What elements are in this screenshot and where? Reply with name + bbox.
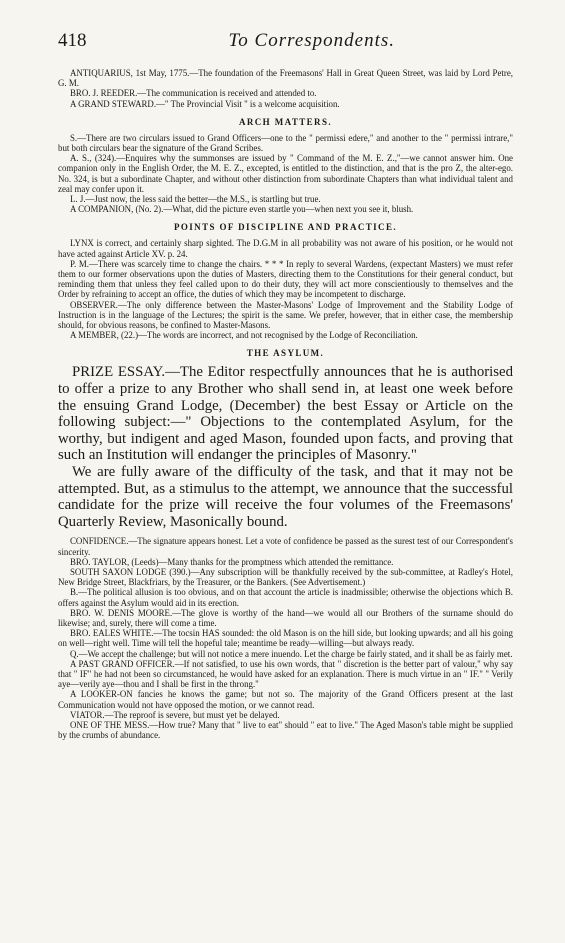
heading-arch-matters: ARCH MATTERS. [238, 116, 333, 127]
note-l-j: L. J.—Just now, the less said the better—the M.S., is startling but true. [70, 194, 321, 205]
section-final-notes [58, 536, 513, 740]
note-a-member: A MEMBER, (22.)—The words are incorrect, and not recognised by the Lodge of Reconciliation. [70, 330, 418, 341]
note-b: B.—The political allusion is too obvious, and on that account the article is inadmissible; otherwise the objections which B. offers against the Asylum would aid in its erection. [58, 587, 513, 608]
heading-discipline-practice: POINTS OF DISCIPLINE AND PRACTICE. [173, 222, 398, 233]
note-bro-taylor: BRO. TAYLOR, (Leeds)—Many thanks for the promptness which attended the remittance. [70, 556, 394, 567]
prize-essay-paragraph: PRIZE ESSAY.—The Editor respectfully announces that he is authorised to offer a prize to any Brother who shall send in, at least one week before the ensuing Grand Lodge, (December) the best Essay or Article on the following subject:—" Objections to the contemplated Asylum, for the worthy, but indigent and aged Mason, founded upon facts, and proving that such an Institution will endanger the principles of Masonry." [58, 364, 513, 464]
section-general-notes [58, 68, 513, 109]
note-a-companion: A COMPANION, (No. 2).—What, did the picture even startle you—when next you see it, blush. [70, 204, 414, 215]
section-arch-matters [58, 133, 513, 215]
note-s: S.—There are two circulars issued to Grand Officers—one to the " permissi edere," and another to the " permissi intrare," but both circulars bear the signature of the Grand Scribes. [58, 132, 513, 154]
note-p-m: P. M.—There was scarcely time to change the chairs. * * * In reply to several Wardens, (expectant Masters) we must refer them to our former observations upon the duties of Masters, directing them to the Constitutions for their general conduct, but reminding them that unless they feel called upon to do their duty, they will act more conscientiously to themselves and the Order by refraining to accept an office, the duties of which they may be incompetent to discharge. [58, 258, 513, 300]
note-antiquarius: ANTIQUARIUS, 1st May, 1775.—The foundation of the Freemasons' Hall in Great Queen Street, was laid by Lord Petre, G. M. [58, 68, 513, 89]
note-bro-reeder: BRO. J. REEDER.—The communication is received and attended to. [70, 88, 317, 99]
note-bro-eales-white: BRO. EALES WHITE.—The tocsin HAS sounded: the old Mason is on the hill side, but looking upwards; and all his going on well—right well. Time will tell the hopeful tale; meantime be ready—willing—but always ready. [58, 628, 513, 649]
page-number: 418 [58, 30, 87, 51]
section-asylum [58, 364, 513, 530]
note-lynx: LYNX is correct, and certainly sharp sighted. The D.G.M in all probability was not aware of his position, or he would not have acted against Article XV. p. 24. [58, 238, 513, 259]
note-one-of-the-mess: ONE OF THE MESS.—How true? Many that " live to eat" should " eat to live." The Aged Mason's table might be supplied by the crumbs of abundance. [58, 720, 513, 741]
note-bro-denis-moore: BRO. W. DENIS MOORE.—The glove is worthy of the hand—we would all our Brothers of the surname should do likewise; and, surely, there will come a time. [58, 607, 513, 629]
note-observer: OBSERVER.—The only difference between the Master-Masons' Lodge of Improvement and the Stability Lodge of Instruction is in the language of the Lectures; the spirit is the same. We prefer, however, that in either case, the membership should, for obvious reasons, be confined to Master-Masons. [58, 299, 513, 331]
heading-the-asylum: THE ASYLUM. [246, 348, 325, 359]
prize-essay-stimulus-paragraph: We are fully aware of the difficulty of the task, and that it may not be attempted. But, as a stimulus to the attempt, we announce that the successful candidate for the prize will receive the four volumes of the Freemasons' Quarterly Review, Masonically bound. [58, 464, 513, 530]
note-q: Q.—We accept the challenge; but will not notice a mere inuendo. Let the charge be fairly stated, and it shall be as fairly met. [70, 648, 513, 659]
running-header [58, 30, 513, 56]
note-looker-on: A LOOKER-ON fancies he knows the game; but not so. The majority of the Grand Officers present at the last Communication would not have opposed the motion, or we cannot read. [58, 689, 513, 710]
note-grand-steward: A GRAND STEWARD.—" The Provincial Visit " is a welcome acquisition. [70, 98, 340, 109]
note-past-grand-officer: A PAST GRAND OFFICER.—If not satisfied, to use his own words, that " discretion is the better part of valour," why say that " IF" he had not been so circumstanced, he would have asked for an explanation. There is much virtue in an " IF." " Verily aye—verily aye—thou and I shall be first in the throng." [58, 658, 513, 690]
note-confidence: CONFIDENCE.—The signature appears honest. Let a vote of confidence be passed as the surest test of our Correspondent's sincerity. [58, 536, 513, 557]
running-title: To Correspondents. [228, 30, 395, 51]
note-south-saxon-lodge: SOUTH SAXON LODGE (390.)—Any subscription will be thankfully received by the sub-committee, at Radley's Hotel, New Bridge Street, Blackfriars, by the Treasurer, or the Bankers. (See Advertisement.) [58, 567, 513, 588]
note-a-s-324: A. S., (324).—Enquires why the summonses are issued by " Command of the M. E. Z.,"—we cannot answer him. One companion only in the English Order, the M. E. Z., excepted, is entitled to the distinction, and that is the pro Z, the alter-ego. No. 324, is but a subordinate Chapter, and without other distinction from subordinate Chapters than what individual talent and zeal may confer upon it. [58, 153, 513, 194]
section-discipline-practice [58, 238, 513, 340]
note-viator: VIATOR.—The reproof is severe, but must yet be delayed. [70, 709, 280, 720]
